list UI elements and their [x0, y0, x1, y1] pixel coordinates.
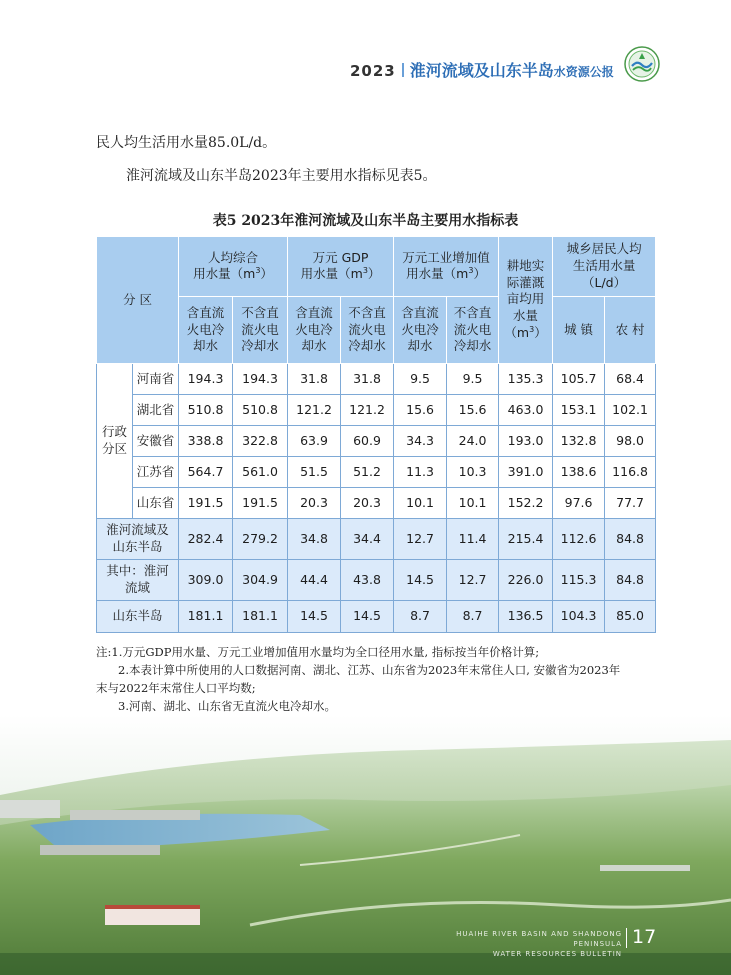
- table-cell: 51.5: [288, 457, 341, 488]
- table-cell: 564.7: [179, 457, 233, 488]
- table-cell: 510.8: [233, 395, 288, 426]
- table-cell: 194.3: [233, 364, 288, 395]
- paragraph-2: 淮河流域及山东半岛2023年主要用水指标见表5。: [126, 168, 437, 184]
- table-cell: 115.3: [553, 560, 605, 601]
- row-label: 山东半岛: [97, 601, 179, 633]
- table-cell: 121.2: [341, 395, 394, 426]
- table-cell: 561.0: [233, 457, 288, 488]
- table-cell: 84.8: [605, 519, 656, 560]
- table-cell: 116.8: [605, 457, 656, 488]
- row-label: 其中：淮河 流域: [97, 560, 179, 601]
- header-gdp-excl: 不含直 流火电 冷却水: [341, 297, 394, 364]
- table-cell: 14.5: [288, 601, 341, 633]
- table-notes: [96, 643, 662, 715]
- row-label: 江苏省: [133, 457, 179, 488]
- table-row: [97, 519, 656, 560]
- table-cell: 279.2: [233, 519, 288, 560]
- page-number: 17: [632, 926, 657, 948]
- table-cell: 304.9: [233, 560, 288, 601]
- table-row: [97, 457, 656, 488]
- table-cell: 20.3: [341, 488, 394, 519]
- table-cell: 135.3: [499, 364, 553, 395]
- table-cell: 63.9: [288, 426, 341, 457]
- row-label: 淮河流域及 山东半岛: [97, 519, 179, 560]
- header-rural: 农 村: [605, 297, 656, 364]
- table-cell: 194.3: [179, 364, 233, 395]
- paragraph-1: 民人均生活用水量85.0L/d。: [96, 135, 277, 151]
- table-row: [97, 488, 656, 519]
- table-cell: 132.8: [553, 426, 605, 457]
- table-cell: 12.7: [394, 519, 447, 560]
- table-cell: 391.0: [499, 457, 553, 488]
- table-cell: 11.4: [447, 519, 499, 560]
- row-label: 山东省: [133, 488, 179, 519]
- table-title: 表5 2023年淮河流域及山东半岛主要用水指标表: [212, 213, 519, 229]
- header-percapita-incl: 含直流 火电冷 却水: [179, 297, 233, 364]
- table-cell: 102.1: [605, 395, 656, 426]
- table-cell: 34.3: [394, 426, 447, 457]
- header-industry-incl: 含直流 火电冷 却水: [394, 297, 447, 364]
- table-cell: 44.4: [288, 560, 341, 601]
- table-cell: 112.6: [553, 519, 605, 560]
- table-cell: 338.8: [179, 426, 233, 457]
- table-cell: 322.8: [233, 426, 288, 457]
- table-cell: 14.5: [394, 560, 447, 601]
- table-row: [97, 560, 656, 601]
- table-cell: 153.1: [553, 395, 605, 426]
- table-cell: 60.9: [341, 426, 394, 457]
- footer-english: HUAIHE RIVER BASIN AND SHANDONG PENINSULA WATER RESOURCES BULLETIN: [456, 930, 622, 958]
- table-row: [97, 364, 656, 395]
- header-gdp-incl: 含直流 火电冷 却水: [288, 297, 341, 364]
- table-cell: 11.3: [394, 457, 447, 488]
- table-cell: 138.6: [553, 457, 605, 488]
- table-cell: 10.1: [447, 488, 499, 519]
- header-percapita-excl: 不含直 流火电 冷却水: [233, 297, 288, 364]
- note-line: 注:1.万元GDP用水量、万元工业增加值用水量均为全口径用水量, 指标按当年价格计算;: [96, 645, 540, 659]
- header-domestic: 城乡居民人均 生活用水量 （L/d）: [553, 237, 656, 297]
- group-label: 行政 分区: [97, 364, 133, 519]
- table-cell: 10.1: [394, 488, 447, 519]
- header-gdp: 万元 GDP 用水量$(m^3)$: [288, 237, 394, 297]
- table-cell: 463.0: [499, 395, 553, 426]
- table-cell: 34.4: [341, 519, 394, 560]
- header-divider: [402, 63, 404, 77]
- water-bureau-logo-icon: [624, 46, 660, 82]
- table-cell: 9.5: [394, 364, 447, 395]
- table-cell: 84.8: [605, 560, 656, 601]
- table-cell: 121.2: [288, 395, 341, 426]
- header-urban: 城 镇: [553, 297, 605, 364]
- table-cell: 98.0: [605, 426, 656, 457]
- header-subtitle: 水资源公报: [553, 65, 614, 79]
- table-cell: 191.5: [233, 488, 288, 519]
- header-industry: 万元工业增加值 用水量$(m^3)$: [394, 237, 499, 297]
- header-industry-excl: 不含直 流火电 冷却水: [447, 297, 499, 364]
- note-line: 末与2022年末常住人口平均数;: [96, 681, 256, 695]
- table-cell: 10.3: [447, 457, 499, 488]
- footer-divider: [626, 928, 627, 948]
- row-label: 安徽省: [133, 426, 179, 457]
- table-cell: 104.3: [553, 601, 605, 633]
- water-indicator-table: [96, 236, 656, 633]
- table-cell: 85.0: [605, 601, 656, 633]
- table-cell: 152.2: [499, 488, 553, 519]
- table-cell: 14.5: [341, 601, 394, 633]
- row-label: 河南省: [133, 364, 179, 395]
- table-row: [97, 601, 656, 633]
- table-row: [97, 395, 656, 426]
- table-cell: 136.5: [499, 601, 553, 633]
- table-cell: 282.4: [179, 519, 233, 560]
- table-cell: 31.8: [288, 364, 341, 395]
- note-line: 3.河南、湖北、山东省无直流火电冷却水。: [118, 699, 336, 713]
- table-cell: 12.7: [447, 560, 499, 601]
- table-cell: 215.4: [499, 519, 553, 560]
- table-cell: 24.0: [447, 426, 499, 457]
- header-percapita: 人均综合 用水量$(m^3)$: [179, 237, 288, 297]
- table-cell: 20.3: [288, 488, 341, 519]
- table-cell: 9.5: [447, 364, 499, 395]
- table-cell: 181.1: [179, 601, 233, 633]
- header-title: 淮河流域及山东半岛: [409, 61, 554, 80]
- table-cell: 193.0: [499, 426, 553, 457]
- table-cell: 77.7: [605, 488, 656, 519]
- table-cell: 510.8: [179, 395, 233, 426]
- header-irrigation: 耕地实 际灌溉 亩均用 水量 $(m^3)$: [499, 237, 553, 364]
- table-cell: 8.7: [394, 601, 447, 633]
- table-cell: 226.0: [499, 560, 553, 601]
- table-cell: 15.6: [394, 395, 447, 426]
- table-cell: 43.8: [341, 560, 394, 601]
- table-cell: 15.6: [447, 395, 499, 426]
- table-row: [97, 426, 656, 457]
- table-cell: 8.7: [447, 601, 499, 633]
- header-year: 2023: [350, 62, 396, 80]
- note-line: 2.本表计算中所使用的人口数据河南、湖北、江苏、山东省为2023年末常住人口, 安徽省为2023年: [118, 663, 621, 677]
- row-label: 湖北省: [133, 395, 179, 426]
- report-header: [350, 58, 614, 81]
- table-cell: 68.4: [605, 364, 656, 395]
- table-cell: 181.1: [233, 601, 288, 633]
- table-cell: 105.7: [553, 364, 605, 395]
- table-cell: 97.6: [553, 488, 605, 519]
- header-region: 分 区: [97, 237, 179, 364]
- table-cell: 34.8: [288, 519, 341, 560]
- table-cell: 191.5: [179, 488, 233, 519]
- table-cell: 51.2: [341, 457, 394, 488]
- table-cell: 31.8: [341, 364, 394, 395]
- table-cell: 309.0: [179, 560, 233, 601]
